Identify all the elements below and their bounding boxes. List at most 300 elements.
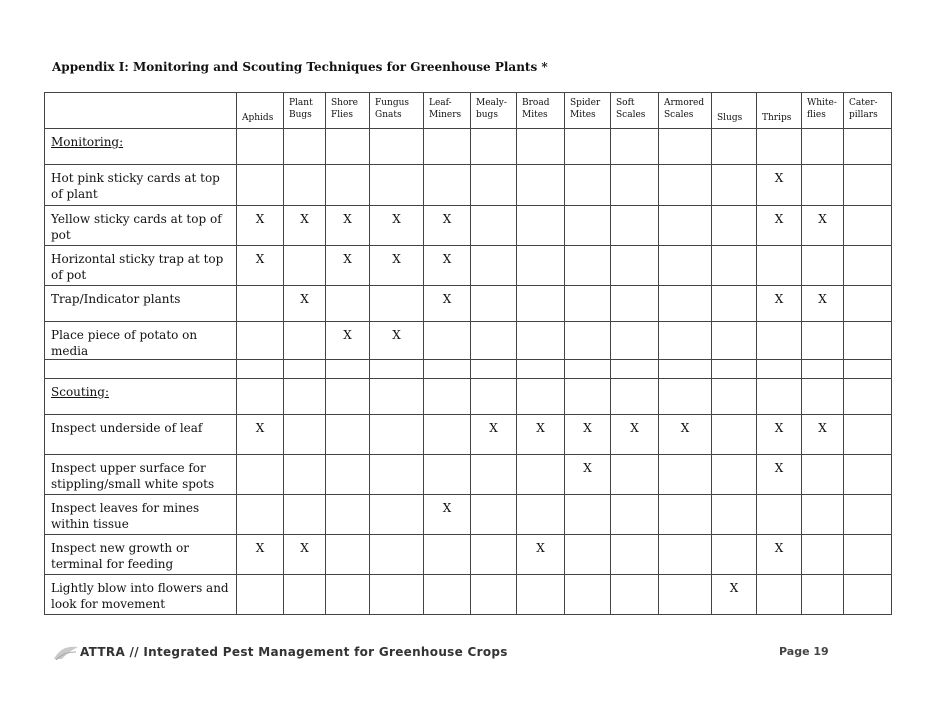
check-mark: X	[680, 421, 690, 435]
mark-cell	[471, 165, 517, 206]
mark-cell	[659, 322, 712, 360]
mark-cell	[802, 165, 844, 206]
mark-cell	[326, 495, 370, 535]
mark-cell	[802, 322, 844, 360]
mark-cell	[844, 129, 892, 165]
mark-cell	[757, 246, 802, 286]
mark-cell	[370, 495, 424, 535]
mark-cell	[517, 360, 565, 379]
mark-cell	[326, 455, 370, 495]
mark-cell	[424, 360, 471, 379]
column-header-line1: Soft	[616, 98, 635, 108]
mark-cell	[370, 206, 424, 246]
row-label-cell	[45, 322, 237, 360]
footer	[52, 643, 852, 663]
mark-cell	[237, 206, 284, 246]
section-heading: Scouting:	[51, 385, 110, 399]
row-label: Place piece of potato on media	[51, 328, 198, 358]
mark-cell	[424, 535, 471, 575]
mark-cell	[565, 495, 611, 535]
column-header	[802, 93, 844, 129]
column-header-line2: pillars	[849, 110, 878, 120]
table-row	[45, 322, 892, 360]
mark-cell	[284, 415, 326, 455]
mark-cell	[712, 165, 757, 206]
mark-cell	[284, 495, 326, 535]
mark-cell	[802, 535, 844, 575]
mark-cell	[237, 415, 284, 455]
column-header-line2: Thrips	[762, 113, 792, 123]
check-mark: X	[255, 252, 265, 266]
mark-cell	[565, 206, 611, 246]
mark-cell	[565, 129, 611, 165]
mark-cell	[565, 575, 611, 615]
mark-cell	[370, 455, 424, 495]
mark-cell	[712, 495, 757, 535]
mark-cell	[284, 575, 326, 615]
check-mark: X	[255, 212, 265, 226]
mark-cell	[844, 455, 892, 495]
mark-cell	[424, 379, 471, 415]
mark-cell	[565, 415, 611, 455]
column-header-line2: flies	[807, 110, 826, 120]
column-header-line1: Armored	[664, 98, 705, 108]
check-mark: X	[774, 541, 784, 555]
column-header-line2: Aphids	[242, 113, 274, 123]
row-label-cell	[45, 379, 237, 415]
row-label-cell	[45, 286, 237, 322]
mark-cell	[757, 575, 802, 615]
check-mark: X	[392, 328, 401, 342]
mark-cell	[757, 322, 802, 360]
column-header-line1: Mealy-	[476, 98, 507, 108]
mark-cell	[517, 129, 565, 165]
mark-cell	[565, 322, 611, 360]
check-mark: X	[300, 292, 309, 306]
row-label: Horizontal sticky trap at top of pot	[51, 252, 224, 282]
mark-cell	[237, 246, 284, 286]
mark-cell	[326, 379, 370, 415]
section-heading: Monitoring:	[51, 135, 124, 149]
mark-cell	[659, 129, 712, 165]
column-header	[424, 93, 471, 129]
check-mark: X	[255, 421, 265, 435]
mark-cell	[424, 246, 471, 286]
check-mark: X	[442, 212, 452, 226]
row-label-cell	[45, 455, 237, 495]
mark-cell	[471, 455, 517, 495]
row-label: Inspect upper surface for stippling/small white spots	[51, 461, 215, 491]
mark-cell	[611, 575, 659, 615]
mark-cell	[757, 206, 802, 246]
mark-cell	[757, 415, 802, 455]
check-mark: X	[442, 292, 452, 306]
mark-cell	[611, 495, 659, 535]
mark-cell	[757, 360, 802, 379]
mark-cell	[844, 535, 892, 575]
column-header-line1: White-	[807, 98, 837, 108]
check-mark: X	[818, 421, 827, 435]
mark-cell	[326, 360, 370, 379]
mark-cell	[424, 322, 471, 360]
mark-cell	[471, 206, 517, 246]
mark-cell	[659, 575, 712, 615]
mark-cell	[844, 322, 892, 360]
mark-cell	[611, 246, 659, 286]
mark-cell	[802, 575, 844, 615]
mark-cell	[370, 129, 424, 165]
column-header	[565, 93, 611, 129]
mark-cell	[611, 286, 659, 322]
row-label: Yellow sticky cards at top of pot	[51, 212, 222, 242]
mark-cell	[471, 575, 517, 615]
mark-cell	[844, 495, 892, 535]
mark-cell	[844, 165, 892, 206]
mark-cell	[712, 455, 757, 495]
mark-cell	[370, 360, 424, 379]
check-mark: X	[774, 292, 784, 306]
mark-cell	[611, 129, 659, 165]
mark-cell	[712, 206, 757, 246]
column-header-line1: Leaf-	[429, 98, 452, 108]
check-mark: X	[300, 541, 309, 555]
mark-cell	[802, 455, 844, 495]
check-mark: X	[392, 212, 401, 226]
mark-cell	[326, 575, 370, 615]
check-mark: X	[583, 461, 592, 475]
mark-cell	[370, 322, 424, 360]
check-mark: X	[774, 171, 784, 185]
mark-cell	[284, 165, 326, 206]
mark-cell	[565, 360, 611, 379]
mark-cell	[237, 286, 284, 322]
header-row	[45, 93, 892, 129]
mark-cell	[802, 206, 844, 246]
mark-cell	[237, 455, 284, 495]
mark-cell	[424, 495, 471, 535]
column-header-line2: Mites	[522, 110, 548, 120]
mark-cell	[712, 415, 757, 455]
table-row	[45, 575, 892, 615]
mark-cell	[370, 575, 424, 615]
mark-cell	[424, 286, 471, 322]
row-label-cell	[45, 206, 237, 246]
column-header-line2: Mites	[570, 110, 596, 120]
mark-cell	[757, 129, 802, 165]
mark-cell	[326, 286, 370, 322]
mark-cell	[237, 535, 284, 575]
mark-cell	[844, 415, 892, 455]
mark-cell	[712, 129, 757, 165]
column-header-line2: bugs	[476, 110, 498, 120]
mark-cell	[757, 379, 802, 415]
table-row	[45, 165, 892, 206]
check-mark: X	[489, 421, 498, 435]
check-mark: X	[818, 292, 827, 306]
mark-cell	[802, 129, 844, 165]
mark-cell	[712, 575, 757, 615]
mark-cell	[844, 206, 892, 246]
mark-cell	[517, 322, 565, 360]
check-mark: X	[536, 421, 545, 435]
mark-cell	[326, 129, 370, 165]
mark-cell	[370, 286, 424, 322]
mark-cell	[237, 165, 284, 206]
mark-cell	[712, 246, 757, 286]
mark-cell	[659, 415, 712, 455]
check-mark: X	[583, 421, 592, 435]
table-row	[45, 286, 892, 322]
column-header-line2: Scales	[616, 110, 646, 120]
mark-cell	[565, 246, 611, 286]
check-mark: X	[392, 252, 401, 266]
column-header	[471, 93, 517, 129]
column-header	[370, 93, 424, 129]
row-label: Inspect new growth or terminal for feeding	[51, 541, 189, 571]
mark-cell	[611, 455, 659, 495]
mark-cell	[611, 206, 659, 246]
mark-cell	[471, 322, 517, 360]
row-label: Lightly blow into flowers and look for movement	[51, 581, 229, 611]
row-label-cell	[45, 495, 237, 535]
mark-cell	[802, 246, 844, 286]
mark-cell	[471, 360, 517, 379]
mark-cell	[802, 415, 844, 455]
check-mark: X	[774, 212, 784, 226]
mark-cell	[284, 286, 326, 322]
page-number: Page 19	[779, 645, 829, 658]
mark-cell	[712, 535, 757, 575]
mark-cell	[284, 455, 326, 495]
mark-cell	[284, 246, 326, 286]
mark-cell	[284, 129, 326, 165]
mark-cell	[517, 575, 565, 615]
mark-cell	[370, 379, 424, 415]
mark-cell	[611, 379, 659, 415]
table-row	[45, 415, 892, 455]
mark-cell	[659, 455, 712, 495]
mark-cell	[237, 495, 284, 535]
mark-cell	[757, 165, 802, 206]
mark-cell	[757, 455, 802, 495]
check-mark: X	[255, 541, 265, 555]
mark-cell	[517, 165, 565, 206]
check-mark: X	[343, 328, 352, 342]
check-mark: X	[774, 461, 784, 475]
mark-cell	[326, 415, 370, 455]
mark-cell	[659, 379, 712, 415]
mark-cell	[844, 379, 892, 415]
mark-cell	[712, 360, 757, 379]
table-row	[45, 206, 892, 246]
table-row	[45, 535, 892, 575]
mark-cell	[611, 322, 659, 360]
mark-cell	[844, 246, 892, 286]
mark-cell	[424, 575, 471, 615]
mark-cell	[326, 206, 370, 246]
mark-cell	[517, 379, 565, 415]
mark-cell	[424, 415, 471, 455]
page-title: Appendix I: Monitoring and Scouting Techniques for Greenhouse Plants *	[52, 60, 548, 74]
column-header	[757, 93, 802, 129]
mark-cell	[326, 246, 370, 286]
row-label: Inspect underside of leaf	[51, 421, 203, 435]
row-label: Trap/Indicator plants	[51, 292, 181, 306]
row-label: Inspect leaves for mines within tissue	[51, 501, 200, 531]
mark-cell	[517, 206, 565, 246]
mark-cell	[517, 286, 565, 322]
mark-cell	[757, 286, 802, 322]
header-corner-cell	[45, 93, 237, 129]
mark-cell	[517, 495, 565, 535]
mark-cell	[424, 129, 471, 165]
mark-cell	[284, 360, 326, 379]
mark-cell	[712, 379, 757, 415]
mark-cell	[659, 246, 712, 286]
mark-cell	[284, 535, 326, 575]
row-label-cell	[45, 360, 237, 379]
mark-cell	[659, 495, 712, 535]
mark-cell	[712, 286, 757, 322]
mark-cell	[370, 165, 424, 206]
column-header-line1: Cater-	[849, 98, 878, 108]
column-header-line2: Bugs	[289, 110, 312, 120]
row-label-cell	[45, 165, 237, 206]
mark-cell	[370, 246, 424, 286]
column-header	[517, 93, 565, 129]
table-row	[45, 246, 892, 286]
column-header-line2: Gnats	[375, 110, 402, 120]
mark-cell	[517, 535, 565, 575]
mark-cell	[284, 206, 326, 246]
check-mark: X	[818, 212, 827, 226]
mark-cell	[237, 129, 284, 165]
mark-cell	[284, 322, 326, 360]
column-header	[844, 93, 892, 129]
mark-cell	[802, 360, 844, 379]
row-label-cell	[45, 246, 237, 286]
check-mark: X	[442, 252, 452, 266]
column-header	[712, 93, 757, 129]
mark-cell	[370, 415, 424, 455]
mark-cell	[802, 379, 844, 415]
mark-cell	[565, 455, 611, 495]
check-mark: X	[536, 541, 545, 555]
column-header-line2: Slugs	[717, 113, 743, 123]
mark-cell	[659, 360, 712, 379]
mark-cell	[424, 206, 471, 246]
column-header	[237, 93, 284, 129]
mark-cell	[237, 575, 284, 615]
column-header-line1: Broad	[522, 98, 550, 108]
column-header	[326, 93, 370, 129]
mark-cell	[326, 535, 370, 575]
mark-cell	[471, 129, 517, 165]
mark-cell	[611, 360, 659, 379]
footer-brand: ATTRA // Integrated Pest Management for Greenhouse Crops	[80, 645, 508, 659]
column-header-line2: Flies	[331, 110, 353, 120]
mark-cell	[611, 535, 659, 575]
check-mark: X	[729, 581, 739, 595]
mark-cell	[370, 535, 424, 575]
mark-cell	[844, 575, 892, 615]
mark-cell	[565, 535, 611, 575]
mark-cell	[237, 322, 284, 360]
mark-cell	[517, 246, 565, 286]
mark-cell	[844, 286, 892, 322]
check-mark: X	[300, 212, 309, 226]
row-label-cell	[45, 575, 237, 615]
table-row	[45, 360, 892, 379]
mark-cell	[565, 286, 611, 322]
row-label: Hot pink sticky cards at top of plant	[51, 171, 220, 201]
check-mark: X	[774, 421, 784, 435]
mark-cell	[471, 379, 517, 415]
check-mark: X	[630, 421, 639, 435]
mark-cell	[757, 535, 802, 575]
mark-cell	[659, 286, 712, 322]
mark-cell	[659, 535, 712, 575]
mark-cell	[326, 322, 370, 360]
mark-cell	[424, 165, 471, 206]
mark-cell	[565, 165, 611, 206]
mark-cell	[611, 415, 659, 455]
table-row	[45, 495, 892, 535]
column-header-line2: Scales	[664, 110, 694, 120]
mark-cell	[517, 415, 565, 455]
row-label-cell	[45, 415, 237, 455]
column-header-line2: Miners	[429, 110, 462, 120]
row-label-cell	[45, 535, 237, 575]
mark-cell	[802, 286, 844, 322]
check-mark: X	[442, 501, 452, 515]
mark-cell	[424, 455, 471, 495]
column-header-line1: Plant	[289, 98, 313, 108]
mark-cell	[471, 286, 517, 322]
mark-cell	[237, 379, 284, 415]
column-header-line1: Spider	[570, 98, 601, 108]
column-header-line1: Fungus	[375, 98, 410, 108]
column-header-line1: Shore	[331, 98, 359, 108]
table-row	[45, 455, 892, 495]
mark-cell	[471, 535, 517, 575]
mark-cell	[326, 165, 370, 206]
column-header	[659, 93, 712, 129]
attra-leaf-icon	[52, 644, 80, 662]
section-row	[45, 379, 892, 415]
pest-monitoring-table	[44, 92, 892, 615]
column-header	[611, 93, 659, 129]
row-label-cell	[45, 129, 237, 165]
mark-cell	[565, 379, 611, 415]
section-row	[45, 129, 892, 165]
mark-cell	[471, 246, 517, 286]
mark-cell	[844, 360, 892, 379]
mark-cell	[757, 495, 802, 535]
mark-cell	[471, 415, 517, 455]
mark-cell	[611, 165, 659, 206]
check-mark: X	[343, 252, 352, 266]
column-header	[284, 93, 326, 129]
mark-cell	[802, 495, 844, 535]
mark-cell	[237, 360, 284, 379]
mark-cell	[659, 165, 712, 206]
mark-cell	[659, 206, 712, 246]
check-mark: X	[343, 212, 352, 226]
mark-cell	[471, 495, 517, 535]
mark-cell	[284, 379, 326, 415]
mark-cell	[712, 322, 757, 360]
